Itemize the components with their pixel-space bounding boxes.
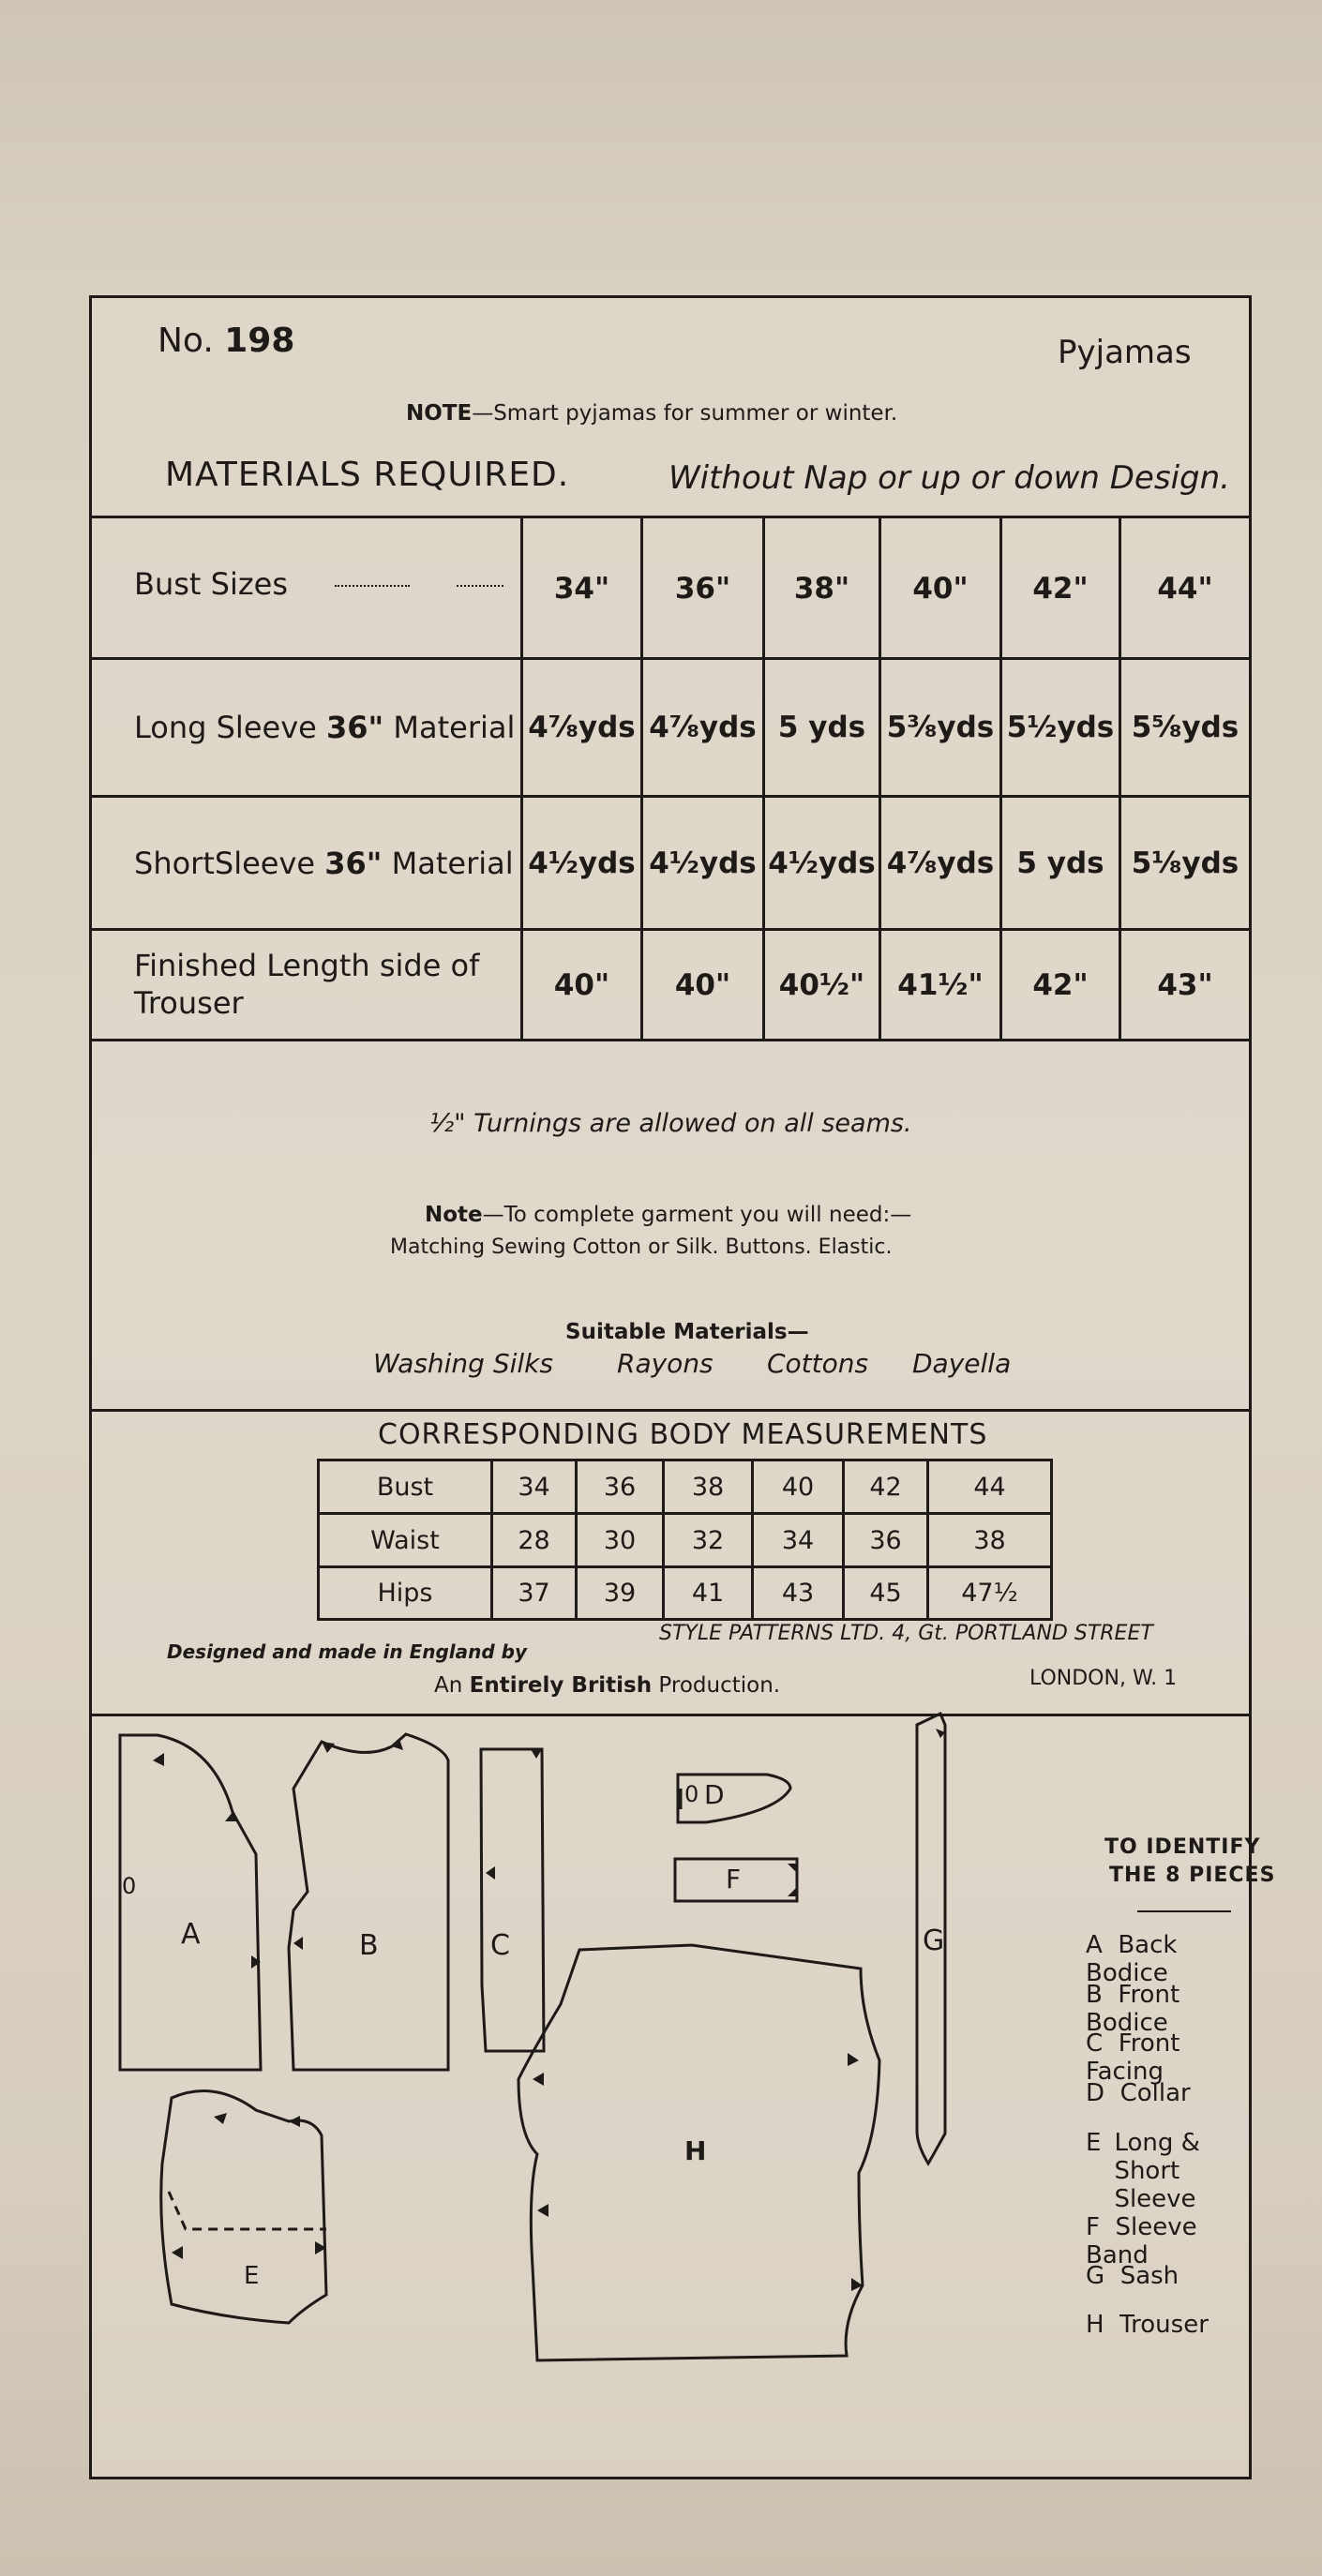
piece-g-label: G bbox=[923, 1925, 945, 1957]
materials-cell: 40" bbox=[553, 967, 610, 1002]
body-measurement-cell: 41 bbox=[691, 1579, 725, 1608]
materials-cell: 5⅜yds bbox=[886, 711, 995, 744]
materials-cell: 4½yds bbox=[528, 846, 636, 880]
body-measurement-cell: 34 bbox=[781, 1525, 815, 1555]
piece-c-label: C bbox=[490, 1929, 510, 1962]
piece-a-outline bbox=[120, 1735, 261, 2070]
legend-name: Sleeve Band bbox=[1086, 2213, 1197, 2269]
legend-item-d bbox=[1086, 2079, 1191, 2107]
production-bold: Entirely British bbox=[469, 1673, 653, 1698]
materials-cell: 43" bbox=[1157, 967, 1213, 1002]
materials-cell: 4⅞yds bbox=[886, 846, 995, 880]
notch-mark bbox=[172, 2246, 183, 2259]
notch-mark bbox=[533, 2073, 544, 2086]
legend-item-c bbox=[1086, 2029, 1249, 2086]
body-measurement-cell: 39 bbox=[603, 1579, 637, 1608]
body-measurement-cell: 37 bbox=[518, 1579, 550, 1608]
pattern-number-value: 198 bbox=[224, 322, 295, 360]
body-measurement-label: Waist bbox=[370, 1525, 440, 1555]
materials-heading: MATERIALS REQUIRED. bbox=[165, 456, 570, 494]
pattern-sheet bbox=[89, 295, 1276, 2479]
legend-name: Long & Short Sleeve bbox=[1114, 2129, 1200, 2213]
materials-row-label-bust-text: Bust Sizes bbox=[134, 566, 288, 602]
materials-row-label-short-sleeve-bold: 36" bbox=[324, 846, 383, 881]
suitable-item: Rayons bbox=[617, 1348, 714, 1379]
piece-a-label: A bbox=[181, 1918, 201, 1951]
legend-name: Front Facing bbox=[1086, 2029, 1180, 2086]
materials-cell: 36" bbox=[674, 571, 731, 606]
pattern-note-text: —Smart pyjamas for summer or winter. bbox=[472, 401, 898, 426]
body-measurement-cell: 36 bbox=[603, 1472, 637, 1502]
legend-item-g bbox=[1086, 2262, 1179, 2290]
legend-letter: F bbox=[1086, 2213, 1100, 2241]
complete-note-label: Note bbox=[425, 1203, 483, 1227]
notch-mark bbox=[214, 2113, 227, 2124]
materials-row-label-long-sleeve-pre: Long Sleeve bbox=[134, 710, 326, 745]
legend-rule bbox=[1137, 1910, 1231, 1912]
materials-cell: 4⅞yds bbox=[528, 711, 636, 744]
materials-cell: 5 yds bbox=[777, 711, 866, 744]
notch-mark bbox=[537, 2204, 548, 2217]
suitable-item: Cottons bbox=[767, 1348, 869, 1379]
piece-e-label: E bbox=[244, 2262, 260, 2290]
body-measurement-cell: 32 bbox=[691, 1525, 725, 1555]
notch-mark bbox=[293, 1937, 303, 1950]
legend-letter: B bbox=[1086, 1981, 1103, 2009]
suitable-item: Dayella bbox=[912, 1348, 1012, 1379]
company-address: STYLE PATTERNS LTD. 4, Gt. PORTLAND STREET bbox=[659, 1622, 1153, 1645]
materials-cell: 5⅛yds bbox=[1131, 846, 1239, 880]
body-measurement-cell: 43 bbox=[781, 1579, 815, 1608]
company-city: LONDON, W. 1 bbox=[1029, 1667, 1178, 1690]
materials-cell: 4½yds bbox=[649, 846, 757, 880]
materials-row-label-long-sleeve-bold: 36" bbox=[325, 710, 384, 745]
body-measurement-cell: 47½ bbox=[961, 1579, 1018, 1608]
materials-cell: 38" bbox=[793, 571, 850, 606]
materials-cell: 34" bbox=[553, 571, 610, 606]
legend-letter: G bbox=[1086, 2262, 1105, 2290]
piece-f-label: F bbox=[726, 1864, 742, 1895]
materials-cell: 5½yds bbox=[1006, 711, 1115, 744]
materials-cell: 40" bbox=[674, 967, 731, 1002]
designed-in: Designed and made in England by bbox=[167, 1640, 528, 1663]
piece-d-label: D bbox=[704, 1779, 725, 1810]
materials-row-label-short-sleeve-pre: ShortSleeve bbox=[134, 846, 325, 881]
piece-d-mark: 0 bbox=[684, 1781, 699, 1807]
piece-h-label: H bbox=[684, 2135, 707, 2166]
materials-row-label-short-sleeve-post: Material bbox=[382, 846, 514, 881]
materials-cell: 44" bbox=[1157, 571, 1213, 606]
materials-row-label-length: Finished Length side of Trouser bbox=[134, 948, 480, 1021]
body-measurement-cell: 40 bbox=[781, 1472, 815, 1502]
legend-letter: H bbox=[1086, 2311, 1104, 2339]
legend-letter: A bbox=[1086, 1931, 1103, 1959]
pattern-number-prefix: No. bbox=[158, 322, 214, 360]
body-measurement-cell: 38 bbox=[973, 1525, 1006, 1555]
materials-subheading: Without Nap or up or down Design. bbox=[669, 459, 1230, 497]
notch-mark bbox=[289, 2116, 300, 2127]
legend-item-a bbox=[1086, 1931, 1249, 1987]
piece-b-label: B bbox=[359, 1929, 379, 1962]
materials-cell: 4½yds bbox=[768, 846, 876, 880]
notch-mark bbox=[531, 1749, 542, 1759]
body-measurement-cell: 28 bbox=[518, 1525, 550, 1555]
production-post: Production. bbox=[652, 1673, 781, 1698]
piece-b-outline bbox=[289, 1734, 448, 2070]
suitable-heading: Suitable Materials— bbox=[565, 1320, 809, 1344]
body-measurement-cell: 45 bbox=[869, 1579, 902, 1608]
materials-cell: 40½" bbox=[778, 967, 865, 1002]
legend-name: Back Bodice bbox=[1086, 1931, 1178, 1987]
body-measurement-label: Hips bbox=[377, 1579, 433, 1608]
materials-cell: 41½" bbox=[897, 967, 984, 1002]
notch-mark bbox=[153, 1753, 164, 1766]
legend-letter: E bbox=[1086, 2129, 1102, 2157]
legend-item-b bbox=[1086, 1981, 1249, 2037]
turnings-note: ½" Turnings are allowed on all seams. bbox=[429, 1109, 912, 1138]
piece-c-outline bbox=[481, 1749, 544, 2051]
notch-mark bbox=[486, 1866, 495, 1880]
notch-mark bbox=[788, 1887, 797, 1896]
body-measurement-cell: 44 bbox=[973, 1472, 1006, 1502]
legend-letter: D bbox=[1086, 2079, 1105, 2107]
production-pre: An bbox=[434, 1673, 470, 1698]
legend-letter: C bbox=[1086, 2029, 1104, 2058]
body-measurement-cell: 30 bbox=[603, 1525, 637, 1555]
legend-heading-line1: TO IDENTIFY bbox=[1104, 1835, 1261, 1859]
body-measurements-heading: CORRESPONDING BODY MEASUREMENTS bbox=[378, 1418, 988, 1451]
pattern-pieces-diagram bbox=[92, 298, 1249, 2477]
legend-name: Sash bbox=[1119, 2262, 1179, 2290]
legend-name: Front Bodice bbox=[1086, 1981, 1180, 2037]
pattern-note-label: NOTE bbox=[406, 401, 473, 426]
piece-a-mark: 0 bbox=[122, 1873, 137, 1899]
piece-e-dashed bbox=[169, 2192, 326, 2229]
materials-cell: 5⅝yds bbox=[1131, 711, 1239, 744]
body-measurement-cell: 36 bbox=[869, 1525, 902, 1555]
materials-cell: 40" bbox=[912, 571, 969, 606]
materials-row-label-long-sleeve-post: Material bbox=[383, 710, 516, 745]
legend-heading-line2: THE 8 PIECES bbox=[1109, 1864, 1276, 1887]
notch-mark bbox=[848, 2053, 859, 2066]
notch-mark bbox=[788, 1864, 797, 1873]
body-measurement-cell: 42 bbox=[869, 1472, 902, 1502]
legend-item-f bbox=[1086, 2213, 1249, 2269]
materials-cell: 42" bbox=[1032, 967, 1089, 1002]
suitable-item: Washing Silks bbox=[373, 1348, 553, 1379]
body-measurement-cell: 34 bbox=[518, 1472, 550, 1502]
legend-name: Collar bbox=[1119, 2079, 1191, 2107]
body-measurement-cell: 38 bbox=[691, 1472, 725, 1502]
complete-note-text: —To complete garment you will need:— bbox=[482, 1203, 912, 1227]
pattern-name: Pyjamas bbox=[1058, 334, 1192, 371]
body-measurement-label: Bust bbox=[376, 1472, 434, 1502]
legend-name: Trouser bbox=[1119, 2311, 1209, 2339]
materials-cell: 4⅞yds bbox=[649, 711, 757, 744]
legend-item-h bbox=[1086, 2311, 1209, 2339]
materials-cell: 5 yds bbox=[1016, 846, 1104, 880]
materials-cell: 42" bbox=[1032, 571, 1089, 606]
legend-item-e bbox=[1086, 2129, 1226, 2213]
complete-needs: Matching Sewing Cotton or Silk. Buttons. Elastic. bbox=[390, 1236, 893, 1259]
